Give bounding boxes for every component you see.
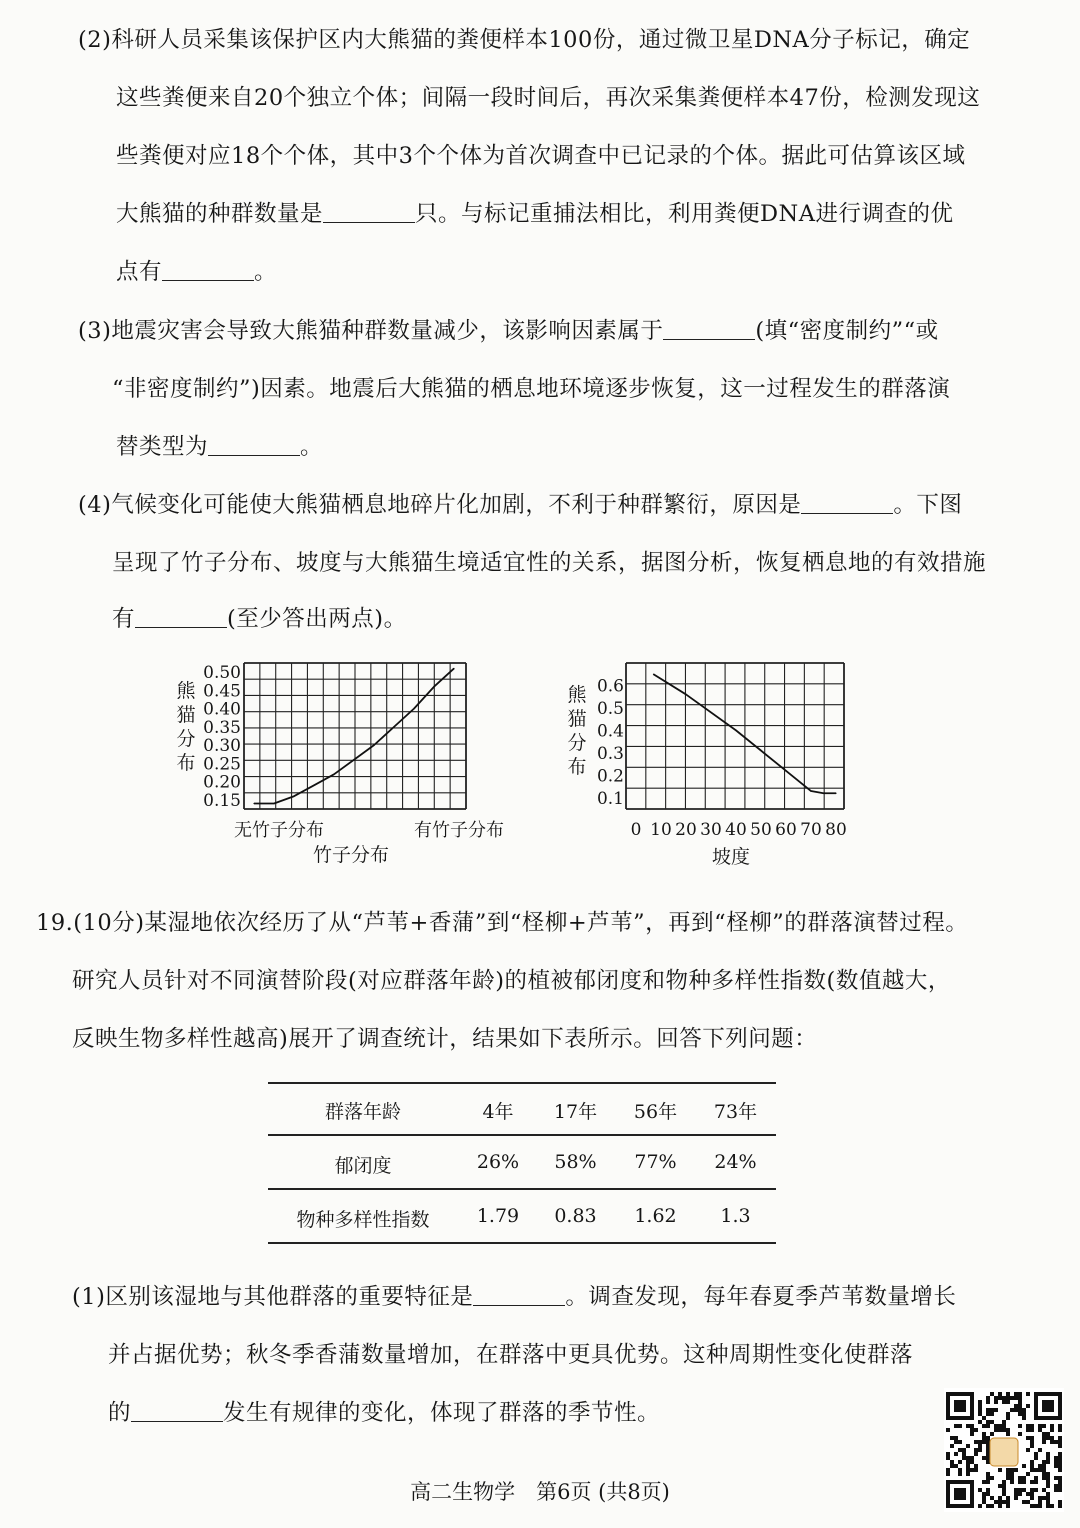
y-tick-label: 0.20	[203, 772, 241, 793]
y-axis-label-char: 猫	[567, 708, 587, 730]
q18-p4-line3-b: (至少答出两点)。	[227, 606, 407, 632]
y-tick-label: 0.6	[596, 676, 624, 697]
qr-module	[1026, 1404, 1030, 1408]
qr-module	[954, 1436, 958, 1440]
qr-module	[1050, 1436, 1054, 1440]
data-point	[453, 668, 454, 669]
q18-p4-line1	[78, 487, 962, 519]
qr-module	[966, 1460, 970, 1464]
table-bottom-rule	[268, 1242, 776, 1244]
qr-module	[1018, 1424, 1022, 1428]
data-point	[785, 770, 786, 771]
qr-module	[986, 1440, 990, 1444]
q19-p1-line1	[72, 1279, 956, 1311]
qr-module	[950, 1436, 954, 1440]
qr-module	[978, 1412, 982, 1416]
qr-module	[1058, 1444, 1062, 1448]
table-cell: 0.83	[554, 1205, 597, 1227]
qr-module	[990, 1392, 994, 1396]
q19-p1-line1-b: 。调查发现，每年春夏季芦苇数量增长	[565, 1284, 957, 1310]
data-point	[823, 793, 824, 794]
q18-p3-line1-a: (3)地震灾害会导致大熊猫种群数量减少，该影响因素属于	[78, 318, 664, 344]
qr-module	[1038, 1424, 1042, 1428]
qr-module	[1022, 1412, 1026, 1416]
table-cell: 58%	[554, 1151, 597, 1173]
page-footer: 高二生物学 第6页 (共8页)	[410, 1480, 670, 1504]
y-axis-label-char: 熊	[567, 684, 587, 706]
qr-module	[974, 1448, 978, 1452]
q19-p1-line3	[108, 1395, 660, 1427]
qr-module	[962, 1456, 966, 1460]
q18-p3-line2: “非密度制约”)因素。地震后大熊猫的栖息地环境逐步恢复，这一过程发生的群落演	[112, 376, 951, 402]
table-row-rule	[268, 1188, 776, 1190]
qr-module	[1002, 1428, 1006, 1432]
table-header-cell: 56年	[633, 1101, 678, 1123]
answer-blank	[131, 1397, 223, 1422]
data-point	[353, 759, 354, 760]
x-tick-label: 0	[630, 820, 642, 840]
x-tick-label: 无竹子分布	[234, 820, 324, 841]
qr-module	[1042, 1460, 1046, 1464]
chart-bamboo-distribution	[170, 655, 520, 875]
q18-p4-line3	[112, 601, 407, 633]
table-cell: 24%	[714, 1151, 757, 1173]
qr-module	[1046, 1460, 1050, 1464]
qr-module	[950, 1460, 954, 1464]
q19-p1-line1-a: (1)区别该湿地与其他群落的重要特征是	[72, 1284, 474, 1310]
qr-module	[1014, 1408, 1018, 1412]
qr-module	[986, 1396, 990, 1400]
qr-module	[978, 1404, 982, 1408]
qr-module	[950, 1464, 954, 1468]
q19-p1-line2: 并占据优势；秋冬季香蒲数量增加，在群落中更具优势。这种周期性变化使群落	[108, 1342, 914, 1368]
q18-p2-line5	[116, 254, 277, 286]
data-point	[313, 785, 314, 786]
q18-p3-line1	[78, 313, 939, 345]
q18-p3-line3-b: 。	[300, 434, 324, 460]
qr-module	[946, 1428, 950, 1432]
y-tick-label: 0.4	[596, 721, 624, 742]
qr-module	[974, 1468, 978, 1472]
qr-module	[1058, 1456, 1062, 1460]
q19-line1: 19.(10分)某湿地依次经历了从“芦苇+香蒲”到“柽柳+芦苇”，再到“柽柳”的群落演替过程。	[36, 910, 969, 936]
qr-module	[974, 1440, 978, 1444]
qr-module	[998, 1424, 1002, 1428]
qr-module	[1034, 1456, 1038, 1460]
y-tick-label: 0.5	[596, 698, 624, 719]
q18-p2-line1: (2)科研人员采集该保护区内大熊猫的粪便样本100份，通过微卫星DNA分子标记，确定	[78, 27, 971, 53]
qr-module	[986, 1444, 990, 1448]
data-point	[835, 793, 836, 794]
qr-module	[990, 1432, 994, 1436]
qr-module	[1046, 1432, 1050, 1436]
data-series-line	[254, 668, 454, 803]
table-cell: 1.79	[476, 1205, 520, 1227]
q18-p3-line1-b: (填“密度制约”“或	[755, 318, 939, 344]
q18-p4-line1-a: (4)气候变化可能使大熊猫栖息地碎片化加剧，不利于种群繁衍，原因是	[78, 492, 802, 518]
qr-module	[958, 1448, 962, 1452]
q18-p2-line5-a: 点有	[116, 259, 163, 285]
answer-blank	[663, 315, 755, 340]
qr-module	[1046, 1456, 1050, 1460]
qr-module	[1058, 1468, 1062, 1472]
x-tick-label: 40	[725, 820, 747, 840]
qr-module	[978, 1408, 982, 1412]
qr-module	[958, 1440, 962, 1444]
qr-module	[966, 1456, 970, 1460]
y-axis-label-char: 布	[567, 756, 587, 778]
table-header-cell: 17年	[553, 1101, 598, 1123]
qr-module	[1014, 1396, 1018, 1400]
qr-module	[954, 1452, 958, 1456]
qr-module	[998, 1392, 1002, 1396]
qr-module	[966, 1464, 970, 1468]
qr-module	[958, 1468, 962, 1472]
qr-module	[1018, 1392, 1022, 1396]
x-tick-label: 50	[750, 820, 772, 840]
qr-module	[970, 1432, 974, 1436]
qr-module	[994, 1408, 998, 1412]
data-point	[653, 674, 654, 675]
y-tick-label: 0.15	[203, 790, 241, 811]
table-cell: 郁闭度	[334, 1155, 392, 1177]
qr-module	[982, 1436, 986, 1440]
qr-module	[1038, 1448, 1042, 1452]
y-tick-label: 0.35	[203, 717, 241, 738]
answer-blank	[473, 1281, 565, 1306]
qr-module	[982, 1456, 986, 1460]
y-tick-label: 0.45	[203, 681, 241, 702]
qr-module	[954, 1464, 958, 1468]
x-tick-label: 80	[825, 820, 847, 840]
qr-module	[1014, 1404, 1018, 1408]
qr-module	[1042, 1432, 1046, 1436]
qr-module	[1002, 1396, 1006, 1400]
q18-p4-line1-b: 。下图	[893, 492, 963, 518]
qr-module	[1054, 1460, 1058, 1464]
qr-module	[1050, 1440, 1054, 1444]
qr-module	[1034, 1452, 1038, 1456]
table-cell: 26%	[476, 1151, 520, 1173]
q18-p2-line4-b: 只。与标记重捕法相比，利用粪便DNA进行调查的优	[415, 201, 954, 227]
qr-module	[986, 1456, 990, 1460]
x-tick-label: 20	[675, 820, 697, 840]
qr-module	[978, 1400, 982, 1404]
qr-module	[962, 1452, 966, 1456]
qr-module	[1050, 1428, 1054, 1432]
y-axis-label-char: 猫	[176, 704, 196, 726]
qr-finder	[1042, 1400, 1054, 1412]
qr-module	[1058, 1452, 1062, 1456]
x-tick-label: 10	[650, 820, 672, 840]
qr-module	[966, 1468, 970, 1472]
y-axis-label-char: 分	[567, 732, 587, 754]
qr-module	[986, 1420, 990, 1424]
q19-line2: 研究人员针对不同演替阶段(对应群落年龄)的植被郁闭度和物种多样性指数(数值越大，	[72, 968, 951, 994]
qr-module	[958, 1460, 962, 1464]
qr-module	[1058, 1428, 1062, 1432]
qr-module	[1058, 1424, 1062, 1428]
qr-finder	[954, 1400, 966, 1412]
qr-module	[970, 1468, 974, 1472]
qr-module	[982, 1432, 986, 1436]
data-point	[333, 774, 334, 775]
table-cell: 77%	[634, 1151, 677, 1173]
qr-module	[1054, 1440, 1058, 1444]
qr-module	[986, 1400, 990, 1404]
x-tick-label: 60	[775, 820, 797, 840]
qr-module	[962, 1448, 966, 1452]
qr-module	[1006, 1396, 1010, 1400]
q18-p2-line4	[116, 196, 954, 228]
qr-module	[1018, 1412, 1022, 1416]
qr-module	[1006, 1412, 1010, 1416]
qr-module	[978, 1448, 982, 1452]
qr-module	[1058, 1464, 1062, 1468]
qr-module	[1014, 1468, 1018, 1472]
q18-p3-line3-a: 替类型为	[116, 434, 209, 460]
qr-module	[998, 1468, 1002, 1472]
q18-p2-line4-a: 大熊猫的种群数量是	[116, 201, 324, 227]
qr-module	[986, 1412, 990, 1416]
qr-module	[1038, 1464, 1042, 1468]
table-cell: 1.62	[634, 1205, 677, 1227]
qr-module	[1030, 1440, 1034, 1444]
chart-bamboo-svg	[170, 655, 520, 875]
y-tick-label: 0.40	[203, 699, 241, 720]
qr-module	[1030, 1436, 1034, 1440]
y-tick-label: 0.1	[596, 788, 624, 809]
qr-module	[1030, 1424, 1034, 1428]
qr-module	[986, 1460, 990, 1464]
data-point	[373, 745, 374, 746]
qr-module	[966, 1444, 970, 1448]
qr-module	[986, 1436, 990, 1440]
qr-module	[1030, 1428, 1034, 1432]
qr-module	[1058, 1440, 1062, 1444]
x-axis-label: 坡度	[711, 846, 751, 868]
qr-center-logo	[990, 1438, 1018, 1466]
qr-module	[1022, 1464, 1026, 1468]
q18-p2-line3: 些粪便对应18个个体，其中3个个体为首次调查中已记录的个体。据此可估算该区域	[116, 143, 966, 169]
chart-slope-svg	[560, 655, 860, 875]
qr-module	[994, 1396, 998, 1400]
answer-blank	[162, 256, 254, 281]
data-point	[293, 796, 294, 797]
qr-module	[998, 1396, 1002, 1400]
data-point	[413, 708, 414, 709]
qr-module	[1026, 1428, 1030, 1432]
y-axis-label-char: 分	[176, 728, 196, 750]
qr-module	[1006, 1400, 1010, 1404]
qr-module	[994, 1400, 998, 1404]
qr-module	[1030, 1468, 1034, 1472]
qr-module	[1002, 1420, 1006, 1424]
chart-slope	[560, 655, 860, 875]
qr-module	[966, 1424, 970, 1428]
qr-module	[1046, 1436, 1050, 1440]
qr-module	[978, 1440, 982, 1444]
qr-module	[1042, 1436, 1046, 1440]
qr-module	[1010, 1396, 1014, 1400]
y-axis-label-char: 布	[176, 752, 196, 774]
qr-module	[978, 1444, 982, 1448]
table-header-cell: 73年	[713, 1101, 758, 1123]
qr-module	[958, 1424, 962, 1428]
data-point	[253, 803, 254, 804]
y-tick-label: 0.30	[203, 736, 241, 757]
qr-module	[1026, 1424, 1030, 1428]
qr-module	[986, 1452, 990, 1456]
qr-module	[990, 1412, 994, 1416]
data-point	[810, 790, 811, 791]
qr-module	[946, 1452, 950, 1456]
q19-line3: 反映生物多样性越高)展开了调查统计，结果如下表所示。回答下列问题：	[72, 1026, 818, 1052]
y-tick-label: 0.25	[203, 754, 241, 775]
answer-blank	[135, 603, 227, 628]
qr-module	[986, 1424, 990, 1428]
table-header-cell: 4年	[482, 1101, 514, 1123]
x-axis-label: 竹子分布	[312, 844, 390, 866]
table-header-cell: 群落年龄	[324, 1101, 401, 1123]
qr-module	[1022, 1416, 1026, 1420]
q18-p4-line3-a: 有	[112, 606, 136, 632]
qr-module	[954, 1424, 958, 1428]
qr-module	[1034, 1468, 1038, 1472]
data-point	[273, 803, 274, 804]
y-axis-label-char: 熊	[176, 680, 196, 702]
data-point	[433, 686, 434, 687]
qr-module	[970, 1428, 974, 1432]
qr-module	[1042, 1464, 1046, 1468]
y-tick-label: 0.2	[596, 766, 624, 787]
q18-p2-line2: 这些粪便来自20个独立个体；间隔一段时间后，再次采集粪便样本47份，检测发现这	[116, 85, 981, 111]
qr-module	[1018, 1432, 1022, 1436]
qr-module	[946, 1456, 950, 1460]
qr-module	[1010, 1408, 1014, 1412]
x-tick-label: 有竹子分布	[414, 820, 504, 841]
qr-module	[1058, 1436, 1062, 1440]
qr-module	[994, 1428, 998, 1432]
qr-module	[1038, 1428, 1042, 1432]
qr-module	[994, 1424, 998, 1428]
answer-blank	[323, 198, 415, 223]
qr-module	[1006, 1428, 1010, 1432]
qr-module	[1006, 1468, 1010, 1472]
data-point	[735, 730, 736, 731]
qr-module	[1026, 1436, 1030, 1440]
qr-module	[1018, 1400, 1022, 1404]
qr-module	[1042, 1440, 1046, 1444]
qr-module	[1014, 1392, 1018, 1396]
table-header-rule	[268, 1134, 776, 1136]
qr-module	[970, 1456, 974, 1460]
qr-module	[1026, 1448, 1030, 1452]
data-point	[393, 726, 394, 727]
qr-module	[990, 1408, 994, 1412]
y-tick-label: 0.3	[596, 743, 624, 764]
q18-p2-line5-b: 。	[254, 259, 278, 285]
qr-module	[1054, 1464, 1058, 1468]
qr-module	[946, 1468, 950, 1472]
qr-module	[970, 1460, 974, 1464]
qr-module	[986, 1408, 990, 1412]
qr-module	[1018, 1396, 1022, 1400]
qr-module	[990, 1420, 994, 1424]
qr-module	[950, 1444, 954, 1448]
qr-module	[1058, 1460, 1062, 1464]
table-top-rule	[268, 1082, 776, 1084]
q18-p4-line2: 呈现了竹子分布、坡度与大熊猫生境适宜性的关系，据图分析，恢复栖息地的有效措施	[112, 550, 987, 576]
qr-module	[1006, 1392, 1010, 1396]
table-cell: 1.3	[720, 1205, 751, 1227]
q19-p1-line3-a: 的	[108, 1400, 132, 1426]
qr-module	[1010, 1468, 1014, 1472]
qr-module	[974, 1452, 978, 1456]
qr-module	[998, 1428, 1002, 1432]
answer-blank	[801, 489, 893, 514]
qr-module	[954, 1440, 958, 1444]
qr-module	[1006, 1432, 1010, 1436]
q19-p1-line3-b: 发生有规律的变化，体现了群落的季节性。	[223, 1400, 661, 1426]
qr-module	[1042, 1424, 1046, 1428]
qr-module	[1054, 1456, 1058, 1460]
y-tick-label: 0.50	[203, 663, 241, 684]
qr-module	[1030, 1464, 1034, 1468]
qr-module	[1022, 1408, 1026, 1412]
qr-module	[974, 1464, 978, 1468]
x-tick-label: 30	[700, 820, 722, 840]
qr-module	[1002, 1424, 1006, 1428]
qr-module	[1018, 1408, 1022, 1412]
qr-module	[1002, 1400, 1006, 1404]
qr-module	[978, 1420, 982, 1424]
qr-module	[1030, 1460, 1034, 1464]
qr-module	[982, 1440, 986, 1444]
qr-module	[1006, 1416, 1010, 1420]
qr-module	[1026, 1392, 1030, 1396]
qr-module	[1038, 1468, 1042, 1472]
qr-module	[1046, 1452, 1050, 1456]
qr-module	[1030, 1444, 1034, 1448]
qr-module	[1050, 1424, 1054, 1428]
x-tick-label: 70	[800, 820, 822, 840]
qr-module	[974, 1428, 978, 1432]
qr-module	[1018, 1404, 1022, 1408]
qr-module	[1042, 1468, 1046, 1472]
data-point	[685, 694, 686, 695]
qr-module	[970, 1424, 974, 1428]
table-cell: 物种多样性指数	[296, 1209, 430, 1231]
q18-p3-line3	[116, 429, 323, 461]
qr-module	[982, 1416, 986, 1420]
qr-module	[982, 1424, 986, 1428]
answer-blank	[208, 431, 300, 456]
qr-module	[986, 1448, 990, 1452]
